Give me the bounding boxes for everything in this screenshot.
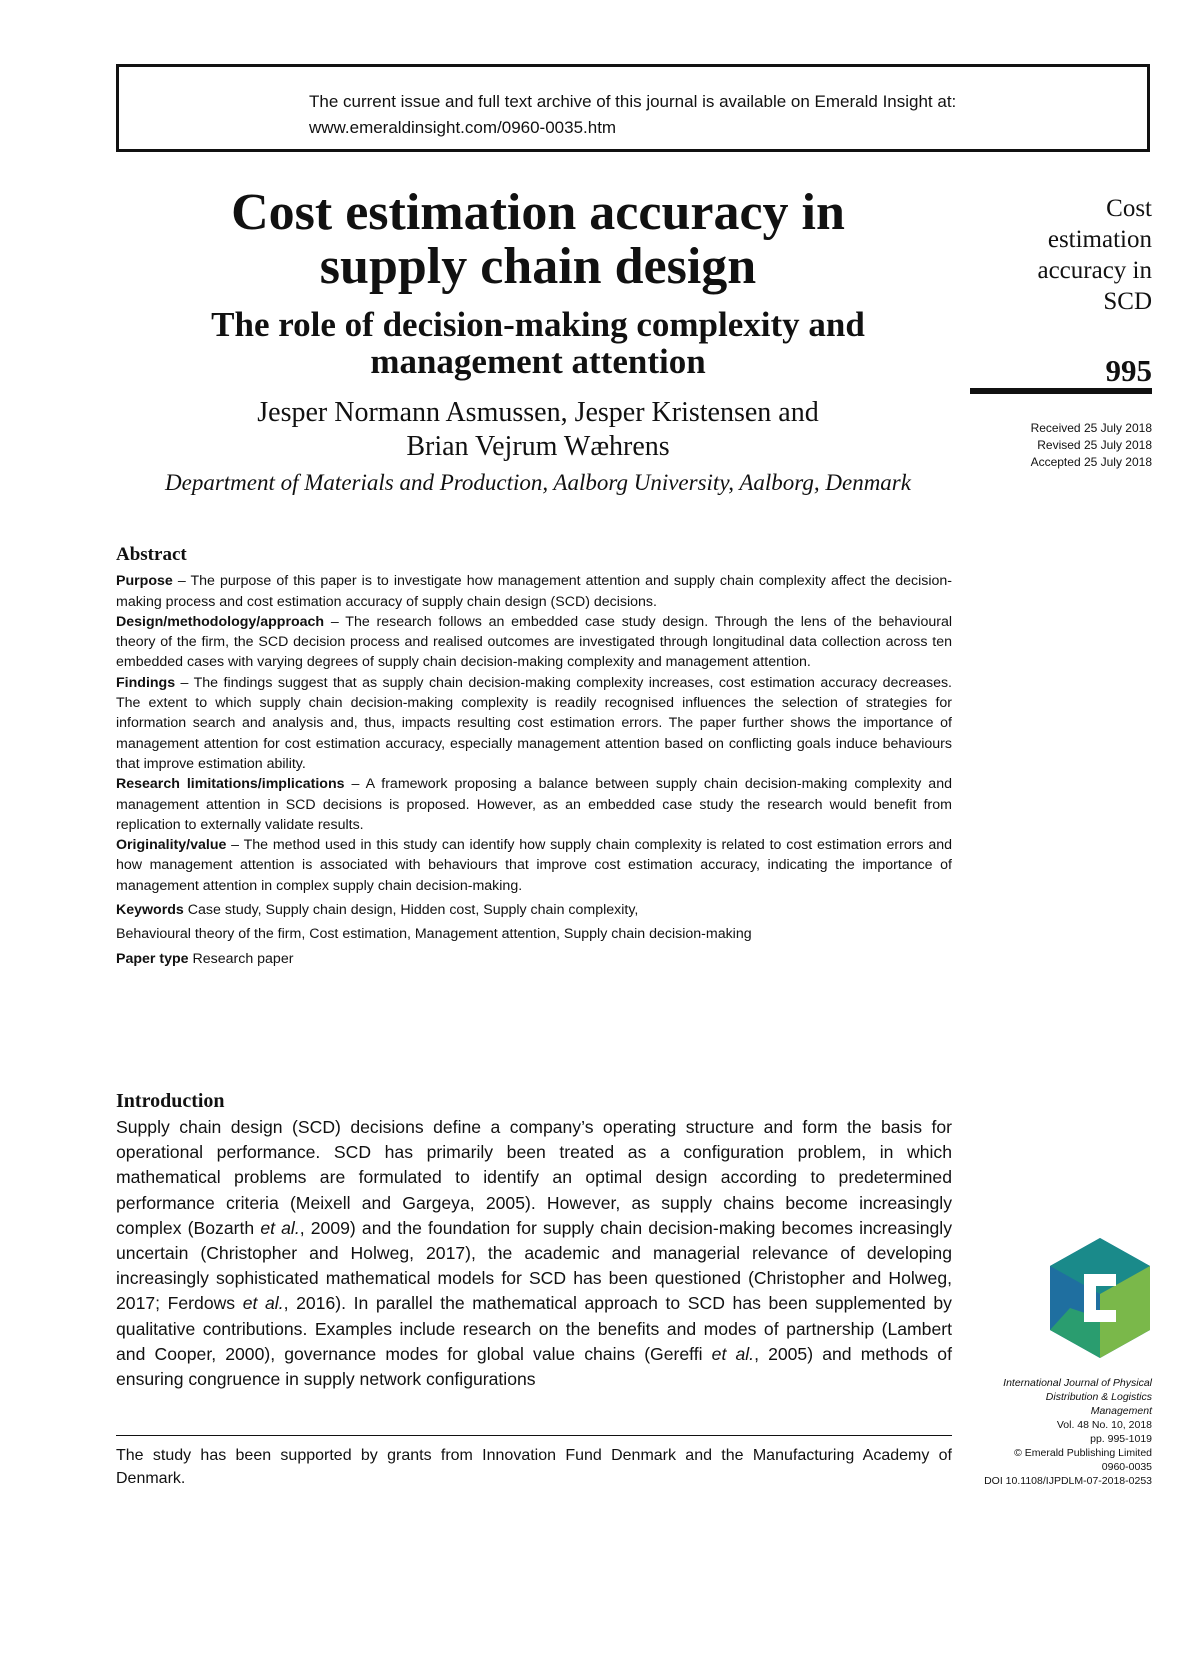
abstract-findings <box>116 673 952 774</box>
intro-etal-1: et al. <box>260 1217 300 1238</box>
article-title <box>116 186 960 294</box>
title-line-1: Cost estimation accuracy in <box>231 184 845 241</box>
running-title-line: Cost <box>1106 195 1152 222</box>
abstract <box>116 545 952 969</box>
journal-name-line-3: Management <box>1090 1405 1152 1417</box>
abstract-heading: Abstract <box>116 544 187 565</box>
emerald-logo-icon <box>1050 1238 1150 1358</box>
running-title-line: accuracy in <box>1037 257 1152 284</box>
footnote-rule <box>116 1435 952 1436</box>
introduction-heading: Introduction <box>116 1090 225 1112</box>
article-dates <box>952 420 1152 471</box>
intro-text-4: , 2005) and methods of ensuring congruence in supply network configurations <box>116 1343 952 1390</box>
design-label: Design/methodology/approach <box>116 613 325 630</box>
purpose-text: – The purpose of this paper is to investigate how management attention and supply chain complexity affect the decision-making process and cost estimation accuracy of supply chain design (SCD) decisions. <box>116 573 952 610</box>
introduction <box>116 1090 952 1392</box>
keywords-line-1: Case study, Supply chain design, Hidden cost, Supply chain complexity, <box>183 902 639 919</box>
footnote: The study has been supported by grants from Innovation Fund Denmark and the Manufacturing Academy of Denmark. <box>116 1447 952 1487</box>
abstract-design <box>116 612 952 673</box>
sidebar-rule <box>970 388 1152 394</box>
authors-line-2: Brian Vejrum Wæhrens <box>406 431 670 462</box>
running-title <box>962 193 1152 317</box>
originality-label: Originality/value <box>116 837 227 854</box>
title-line-2: supply chain design <box>319 238 757 295</box>
abstract-keywords <box>116 900 952 920</box>
findings-text: – The findings suggest that as supply chain decision-making complexity increases, cost estimation accuracy decreases. The extent to which supply chain decision-making complexity is readily recognised influences the selection of strategies for information search and analysis and, thus, impacts resulting cost estimation errors. The paper further shows the importance of management attention for cost estimation accuracy, especially management attention based on conflicting goals induce behaviours that improve estimation ability. <box>116 674 952 772</box>
subtitle-line-2: management attention <box>370 342 706 381</box>
article-subtitle <box>116 306 960 380</box>
limitations-label: Research limitations/implications <box>116 776 345 793</box>
keywords-continued: Behavioural theory of the firm, Cost estimation, Management attention, Supply chain decision-making <box>116 926 752 943</box>
intro-etal-2: et al. <box>242 1293 284 1314</box>
title-block <box>116 186 960 496</box>
access-notice-box <box>116 64 1150 152</box>
intro-text-2: , 2009) and the foundation for supply chain decision-making becomes increasingly uncertain (Christopher and Holweg, 2017), the academic and managerial relevance of developing increasingly sophisticated mathematical models for SCD has been questioned (Christopher and Holweg, 2017; Ferdows <box>116 1217 952 1314</box>
intro-etal-3: et al. <box>711 1343 755 1364</box>
journal-name-line-2: Distribution & Logistics <box>1045 1391 1152 1403</box>
subtitle-line-1: The role of decision-making complexity and <box>211 305 865 344</box>
journal-volume: Vol. 48 No. 10, 2018 <box>1056 1419 1152 1431</box>
journal-info <box>952 1376 1152 1488</box>
intro-text-3: , 2016). In parallel the mathematical approach to SCD has been supplemented by qualitative contributions. Examples include research on the benefits and modes of partnership (Lambert and Cooper, 2000), governance modes for global value chains (Gereffi <box>116 1293 952 1364</box>
revised-date: Revised 25 July 2018 <box>1037 438 1152 452</box>
access-notice-url[interactable]: www.emeraldinsight.com/0960-0035.htm <box>309 118 617 137</box>
running-title-line: SCD <box>1103 288 1152 315</box>
journal-doi[interactable]: DOI 10.1108/IJPDLM-07-2018-0253 <box>984 1475 1152 1487</box>
purpose-label: Purpose <box>116 573 173 590</box>
introduction-paragraph <box>116 1115 952 1392</box>
abstract-limitations <box>116 774 952 835</box>
page-number: 995 <box>1105 353 1152 388</box>
journal-name-line-1: International Journal of Physical <box>1003 1377 1152 1389</box>
journal-pages: pp. 995-1019 <box>1090 1433 1152 1445</box>
abstract-purpose <box>116 571 952 612</box>
running-title-line: estimation <box>1047 226 1152 253</box>
authors <box>116 396 960 464</box>
limitations-text: – A framework proposing a balance between supply chain decision-making complexity and management attention in SCD decisions is proposed. However, as an embedded case study the research would benefit from replication to externally validate results. <box>116 776 952 833</box>
paper-type-text: Research paper <box>188 950 294 967</box>
affiliation: Department of Materials and Production, Aalborg University, Aalborg, Denmark <box>165 470 911 495</box>
findings-label: Findings <box>116 674 176 691</box>
paper-type-label: Paper type <box>116 950 189 967</box>
received-date: Received 25 July 2018 <box>1030 421 1152 435</box>
abstract-originality <box>116 835 952 896</box>
journal-copyright: © Emerald Publishing Limited <box>1014 1447 1152 1459</box>
journal-issn: 0960-0035 <box>1101 1461 1152 1473</box>
access-notice-line1: The current issue and full text archive of this journal is available on Emerald Insight at: <box>309 92 957 111</box>
design-text: – The research follows an embedded case study design. Through the lens of the behavioural theory of the firm, the SCD decision process and realised outcomes are investigated through longitudinal data collection across ten embedded cases with varying degrees of supply chain decision-making complexity and management attention. <box>116 613 952 671</box>
keywords-label: Keywords <box>116 902 184 919</box>
originality-text: – The method used in this study can identify how supply chain complexity is related to cost estimation errors and how management attention is associated with behaviours that improve cost estimation accuracy, indicating the importance of management attention in complex supply chain decision-making. <box>116 837 952 894</box>
accepted-date: Accepted 25 July 2018 <box>1030 455 1152 469</box>
intro-text-1: Supply chain design (SCD) decisions define a company’s operating structure and form the basis for operational performance. SCD has primarily been treated as a configuration problem, in which mathematical problems are formulated to identify an optimal design according to predetermined performance criteria (Meixell and Gargeya, 2005). However, as supply chains become increasingly complex (Bozarth <box>116 1117 952 1238</box>
authors-line-1: Jesper Normann Asmussen, Jesper Kristensen and <box>257 397 819 428</box>
abstract-paper-type <box>116 949 952 969</box>
